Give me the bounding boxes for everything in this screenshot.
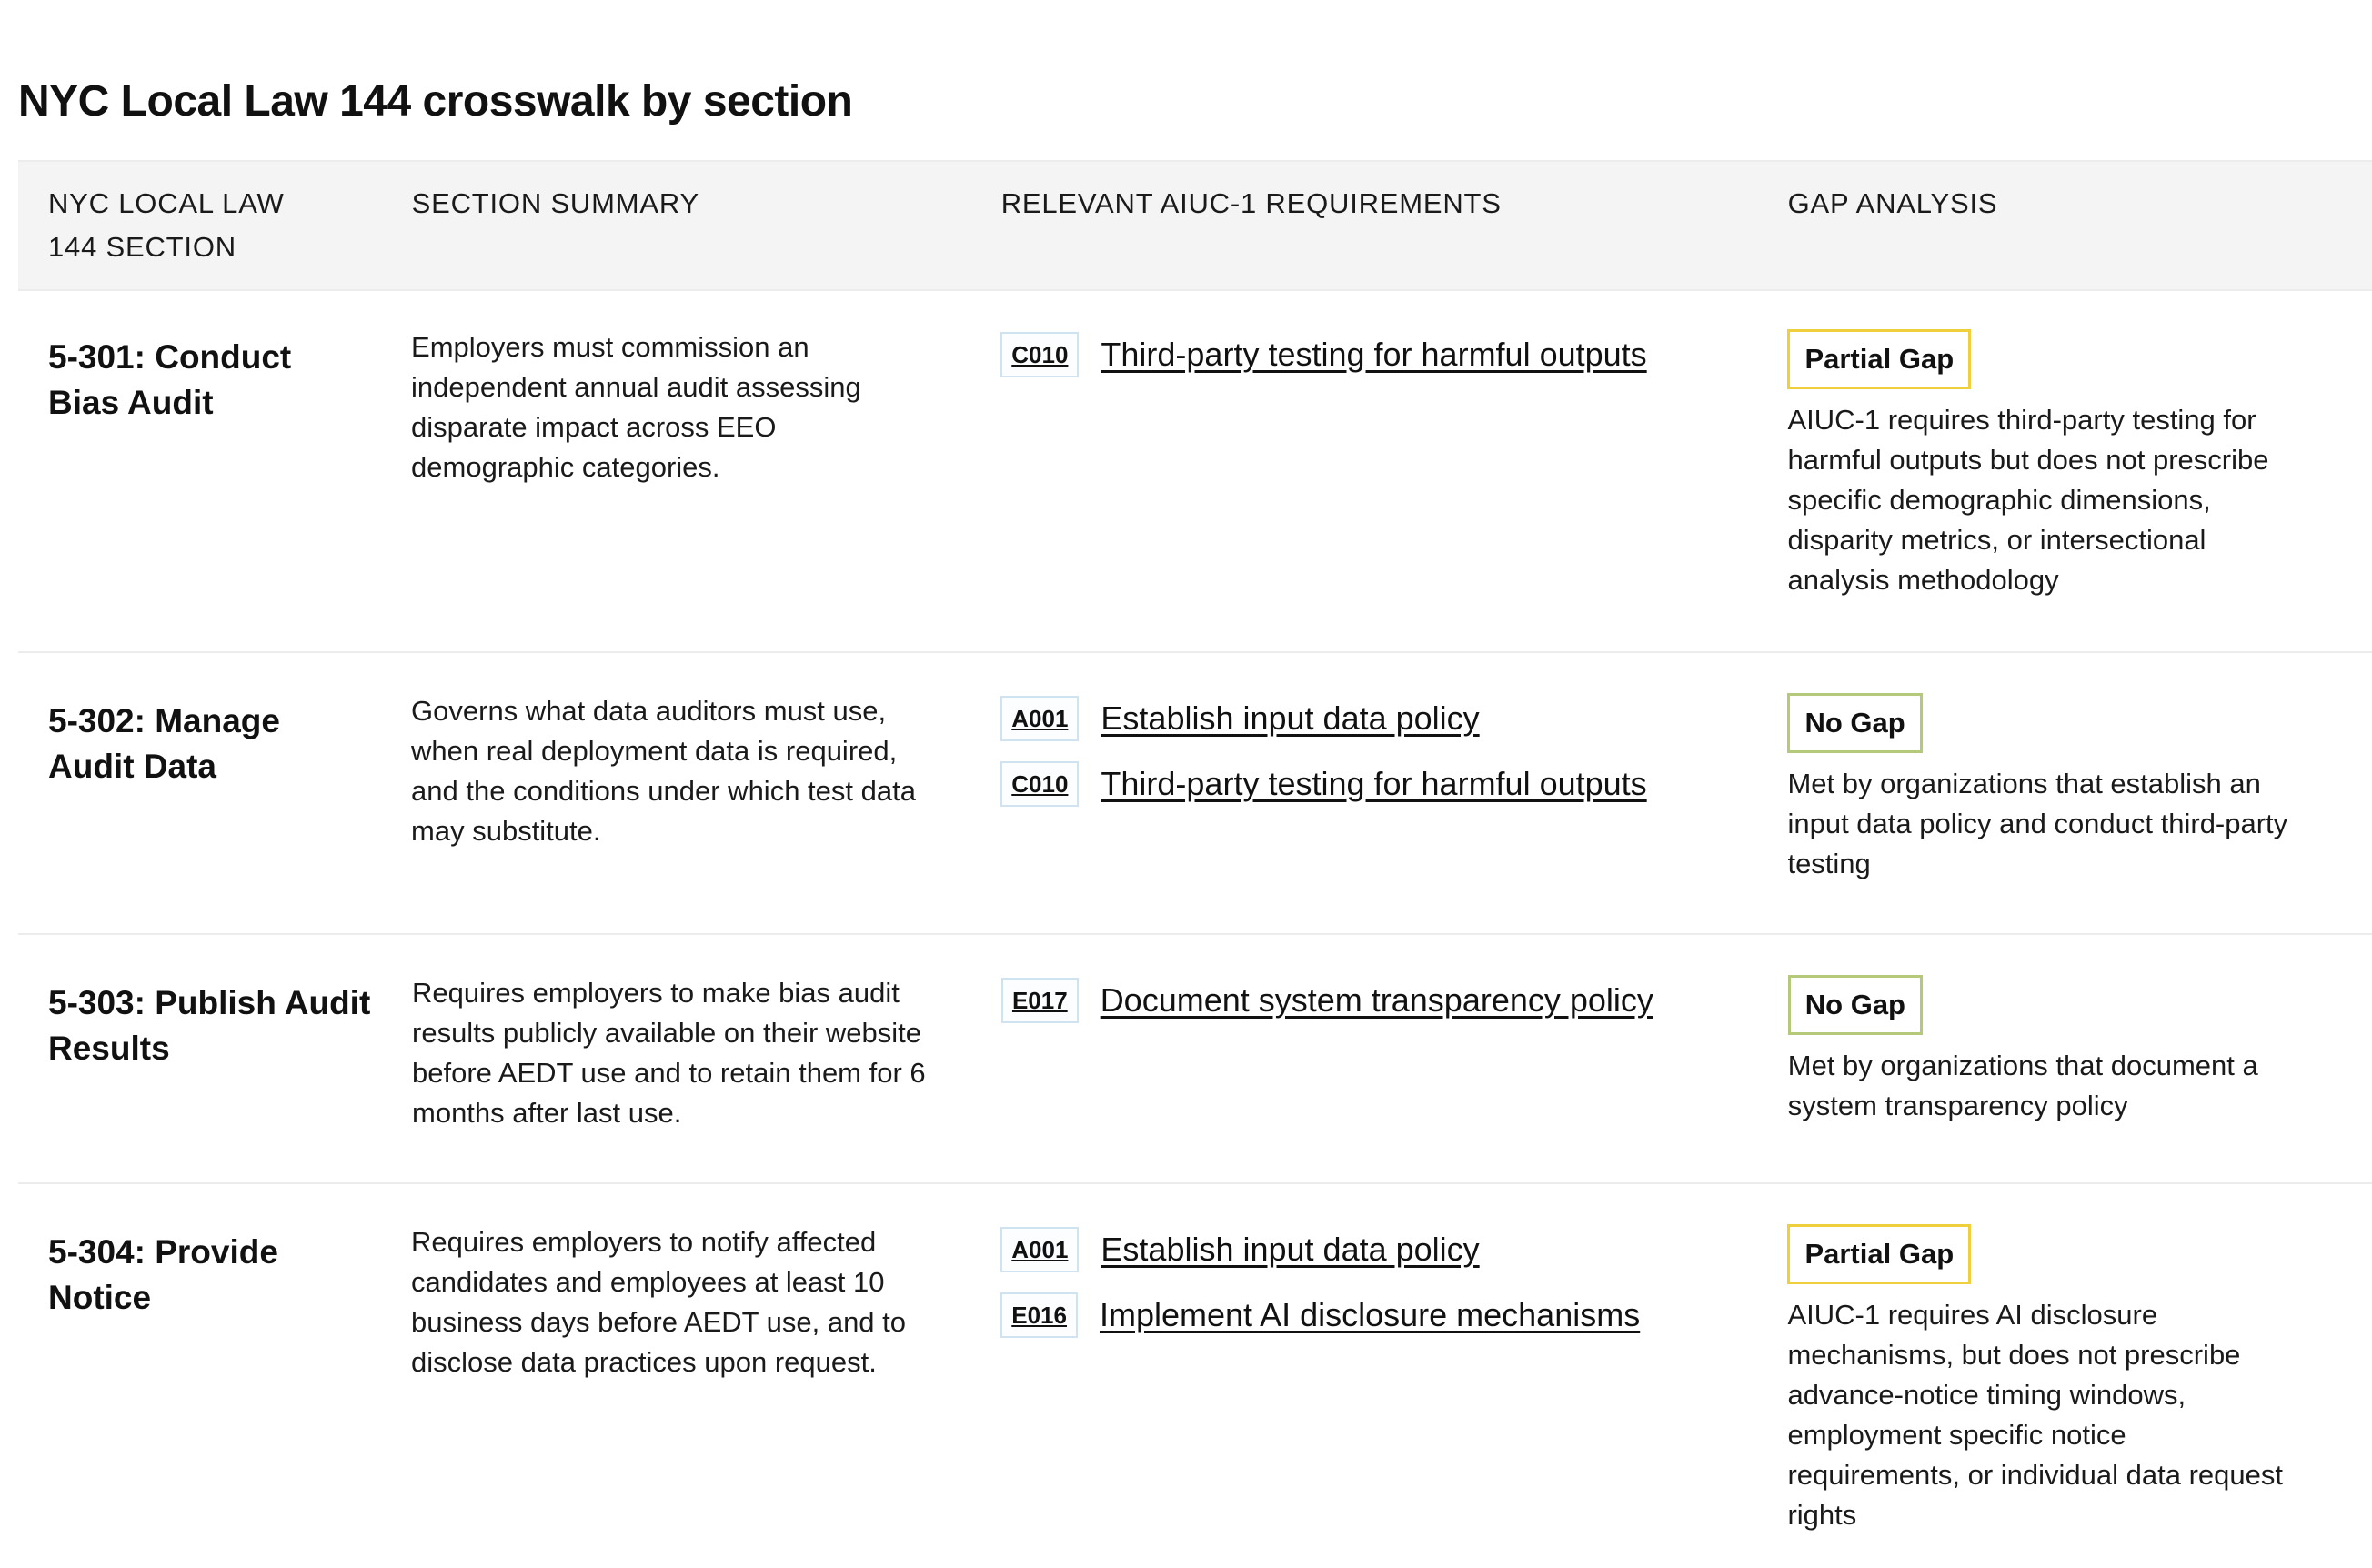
header-summary: SECTION SUMMARY (411, 187, 699, 219)
gap-badge: Partial Gap (1787, 1224, 1971, 1284)
requirement-link[interactable]: Establish input data policy (1101, 699, 1480, 737)
requirement-link[interactable]: Implement AI disclosure mechanisms (1099, 1296, 1641, 1333)
gap-cell (1788, 980, 2372, 1182)
requirement-code[interactable]: A001 (1000, 696, 1079, 741)
section-cell (18, 699, 411, 933)
requirements-cell (1000, 699, 1787, 933)
section-title: 5-302: Manage Audit Data (48, 702, 280, 785)
gap-badge: No Gap (1788, 975, 1923, 1035)
gap-badge: No Gap (1787, 693, 1922, 753)
requirement-code[interactable]: C010 (1000, 332, 1079, 377)
requirement-link[interactable]: Third-party testing for harmful outputs (1101, 336, 1647, 373)
table-row (18, 653, 2372, 935)
requirements-cell (1000, 335, 1787, 651)
gap-badge: Partial Gap (1787, 329, 1971, 389)
gap-analysis-text: AIUC-1 requires AI disclosure mechanisms, but does not prescribe advance-notice timing windows, employment specific notice requirements, or individual data request rights (1787, 1299, 2283, 1531)
gap-cell (1787, 335, 2372, 651)
summary-cell (411, 331, 1000, 651)
requirement-item (1000, 1224, 1787, 1275)
gap-analysis-text: Met by organizations that establish an input data policy and conduct third-party testing (1787, 768, 2288, 879)
header-gap: GAP ANALYSIS (1787, 187, 1998, 219)
summary-cell (412, 977, 1001, 1182)
requirement-link[interactable]: Establish input data policy (1101, 1231, 1480, 1268)
section-cell (18, 1230, 411, 1568)
header-requirements: RELEVANT AIUC-1 REQUIREMENTS (1000, 187, 1502, 219)
header-section: NYC LOCAL LAW 144 SECTION (48, 187, 285, 263)
requirement-code[interactable]: E016 (1000, 1292, 1078, 1338)
requirement-code[interactable]: A001 (1000, 1227, 1079, 1272)
table-header (18, 160, 2372, 291)
requirement-code[interactable]: C010 (1000, 761, 1079, 807)
section-title: 5-303: Publish Audit Results (48, 984, 371, 1067)
requirement-code[interactable]: E017 (1001, 978, 1079, 1023)
section-summary: Governs what data auditors must use, when real deployment data is required, and the conditions under which test data may substitute. (411, 695, 916, 847)
gap-analysis-text: Met by organizations that document a system transparency policy (1787, 1050, 2258, 1121)
section-cell (18, 335, 411, 651)
requirement-item (1000, 329, 1787, 380)
requirement-item (1000, 693, 1787, 744)
gap-cell (1787, 699, 2372, 933)
requirement-item (1001, 975, 1788, 1026)
summary-cell (411, 695, 1000, 933)
section-summary: Requires employers to notify affected candidates and employees at least 10 business days before AEDT use, and to disclose data practices upon request. (411, 1226, 907, 1378)
requirement-link[interactable]: Third-party testing for harmful outputs (1101, 765, 1647, 802)
requirements-cell (1001, 980, 1788, 1182)
section-summary: Employers must commission an independent annual audit assessing disparate impact across EEO demographic categories. (411, 331, 861, 483)
table-row (18, 935, 2372, 1184)
gap-analysis-text: AIUC-1 requires third-party testing for harmful outputs but does not prescribe specific demographic dimensions, disparity metrics, or intersectional analysis methodology (1787, 404, 2269, 596)
table-row (18, 1184, 2372, 1568)
requirements-cell (1000, 1230, 1787, 1568)
page-title: NYC Local Law 144 crosswalk by section (18, 77, 853, 126)
requirement-item (1000, 1290, 1787, 1341)
gap-cell (1787, 1230, 2372, 1568)
requirement-link[interactable]: Document system transparency policy (1100, 981, 1653, 1019)
requirement-item (1000, 759, 1787, 809)
section-cell (18, 980, 412, 1182)
section-title: 5-301: Conduct Bias Audit (48, 338, 292, 421)
summary-cell (411, 1226, 1000, 1568)
section-title: 5-304: Provide Notice (48, 1233, 278, 1316)
table-row (18, 291, 2372, 653)
section-summary: Requires employers to make bias audit results publicly available on their website before AEDT use and to retain them for 6 months after last use. (412, 977, 926, 1129)
